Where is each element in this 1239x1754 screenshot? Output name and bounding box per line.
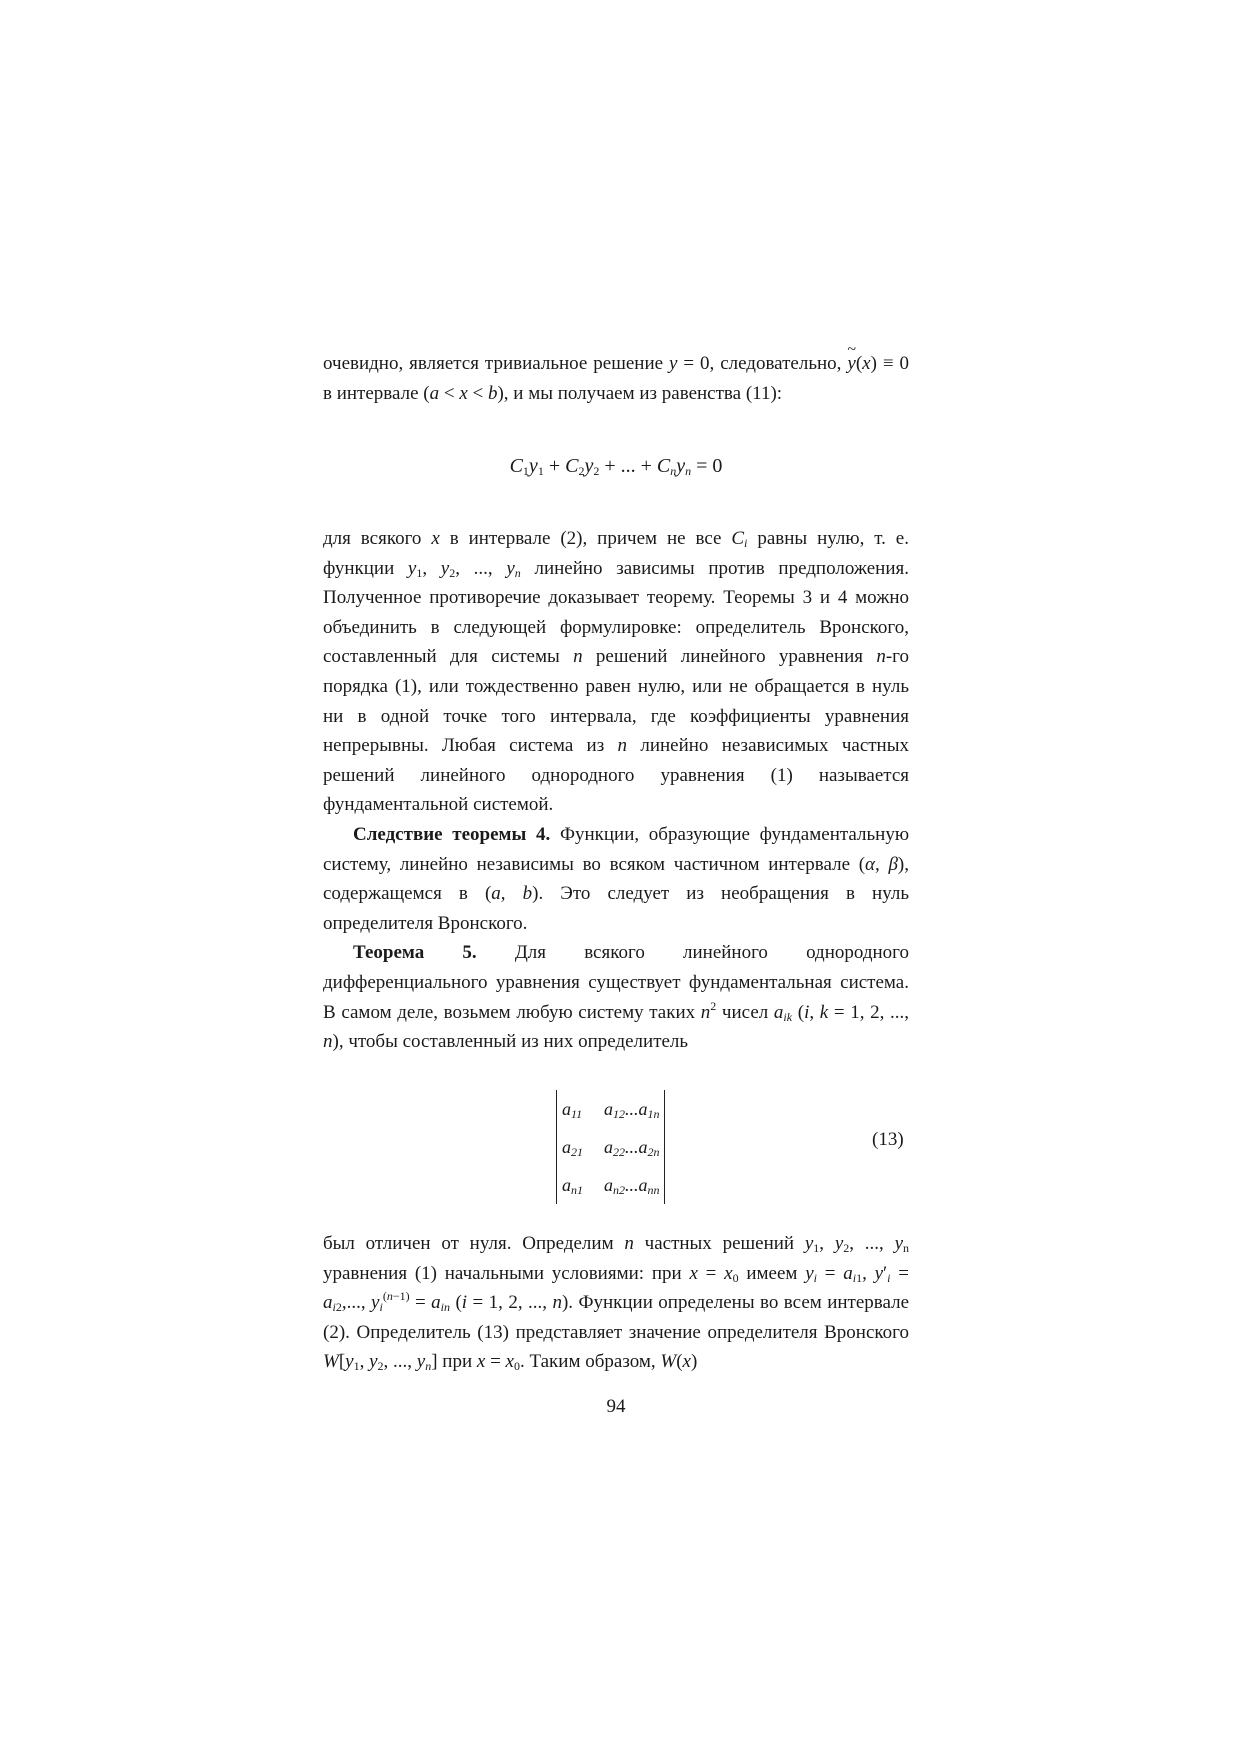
theorem-label: Теорема 5. <box>353 942 477 964</box>
paragraph-top-text: очевидно, является тривиальное решение y = 0, следовательно, ~ y(x) ≡ 0 в интервале (a < x < b), и мы получаем из равенства (11): <box>323 349 909 408</box>
paragraph-after-formula: для всякого x в интервале (2), причем не все $C_i$ равны нулю, т. е. функции $y_1$, $y_2$, ..., $y_n$ линейно зависимы против предположения. Полученное противоречие доказывает теорему. Теоремы 3 и 4 можно объединить в следующей формулировке: определитель Вронского, составленный для системы n решений линейного уравнения n-го порядка (1), или тождественно равен нулю, или не обращается в нуль ни в одной точке того интервала, где коэффициенты уравнения непрерывны. Любая система из n линейно независимых частных решений линейного однородного уравнения (1) называется фундаментальной системой. <box>323 528 909 816</box>
paragraph-main <box>323 524 909 1057</box>
theorem-paragraph: Теорема 5. Для всякого линейного однородного дифференциального уравнения существует фундаментальная система. В самом деле, возьмем любую систему таких $n^2$ чисел $a_{ik}$ (i, k = 1, 2, ..., n), чтобы составленный из них определитель <box>323 942 910 1053</box>
paragraph-top <box>323 349 909 408</box>
corollary-paragraph: Следствие теоремы 4. Функции, образующие фундаментальную систему, линейно независимы во всяком частичном интервале (α, β), содержащемся в (a, b). Это следует из необращения в нуль определителя Вронского. <box>323 823 910 934</box>
paragraph-bottom-text: был отличен от нуля. Определим n частных решений $y_1$, $y_2$, ..., $y_n$ уравнения (1) начальными условиями: при $x = x_0$ имеем $y_i = a_{i1}$, $y'_i = a_{i2}$,..., $y_i^{(n-1)} = a_{in}$ (i = 1, 2, ..., n). Функции определены во всем интервале (2). Определитель (13) представляет значение определителя Вронского $W[y_1$, $y_2$, ..., $y_n$] при $x = x_0$. Таким образом, W(x) <box>323 1233 910 1374</box>
formula-main: $C_1y_1 + C_2y_2$ + ... + $C_ny_n = 0$ <box>509 455 723 478</box>
corollary-label: Следствие теоремы 4. <box>353 823 551 845</box>
page-number: 94 <box>606 1396 626 1417</box>
paragraph-bottom <box>323 1229 909 1377</box>
determinant-matrix <box>556 1090 665 1204</box>
determinant-row: $a_{21}$ $a_{22}...a_{2n}$ <box>562 1137 660 1159</box>
equation-number: (13) <box>872 1129 904 1150</box>
determinant-row: $a_{11}$ $a_{12}...a_{1n}$ <box>562 1099 660 1121</box>
determinant-row: $a_{n1}$ $a_{n2}...a_{nn}$ <box>562 1175 660 1197</box>
